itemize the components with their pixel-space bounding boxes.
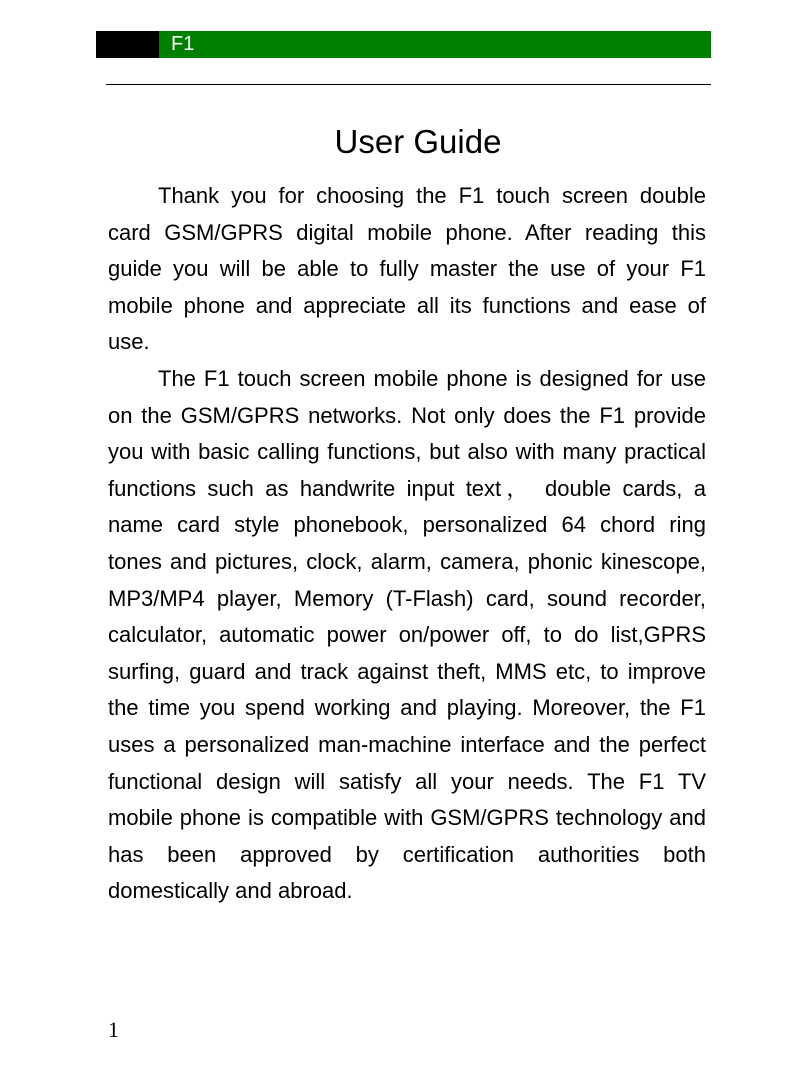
header-bar (96, 31, 711, 58)
header-label: F1 (159, 31, 711, 58)
paragraph-features: The F1 touch screen mobile phone is designed for use on the GSM/GPRS networks. Not only does the F1 provide you with basic calling functions, but also with many practical functions such as handwrite input text， double cards, a name card style phonebook, personalized 64 chord ring tones and pictures, clock, alarm, camera, phonic kinescope, MP3/MP4 player, Memory (T-Flash) card, sound recorder, calculator, automatic power on/power off, to do list,GPRS surfing, guard and track against theft, MMS etc, to improve the time you spend working and playing. Moreover, the F1 uses a personalized man-machine interface and the perfect functional design will satisfy all your needs. The F1 TV mobile phone is compatible with GSM/GPRS technology and has been approved by certification authorities both domestically and abroad. (108, 365, 706, 904)
paragraph-intro: Thank you for choosing the F1 touch screen double card GSM/GPRS digital mobile phone. After reading this guide you will be able to fully master the use of your F1 mobile phone and appreciate all its functions and ease of use. (108, 183, 706, 355)
header-divider (106, 84, 711, 85)
header-black-block (96, 31, 159, 58)
body-text (108, 178, 706, 910)
page-number: 1 (108, 1017, 119, 1042)
page-title: User Guide (334, 123, 502, 160)
